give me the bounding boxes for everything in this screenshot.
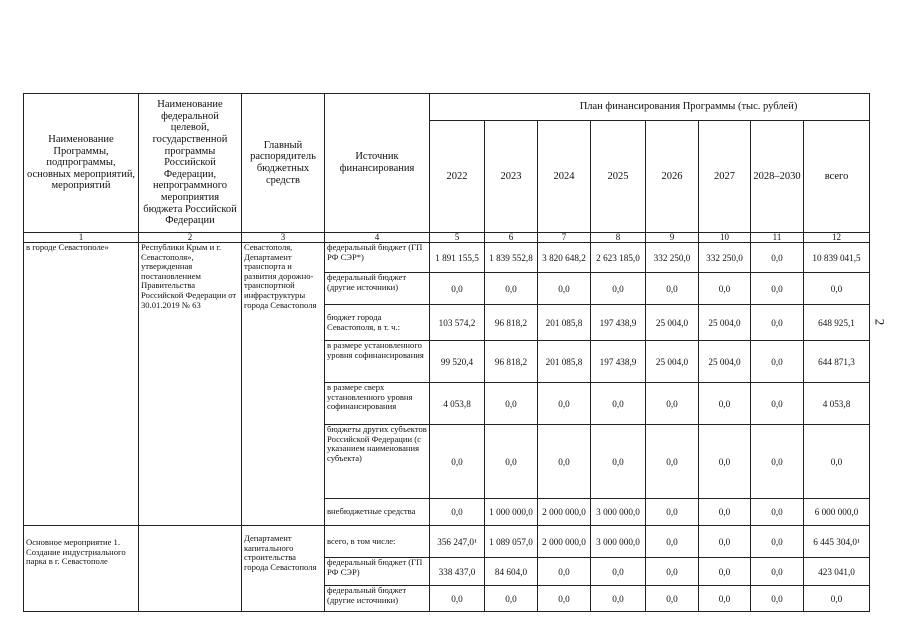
value-cell: 0,0 [751, 341, 804, 383]
header-year: 2026 [646, 121, 699, 233]
value-cell: 0,0 [804, 425, 870, 499]
value-cell: 1 839 552,8 [485, 243, 538, 273]
value-cell: 0,0 [699, 383, 751, 425]
value-cell: 2 623 185,0 [591, 243, 646, 273]
budget-manager-cell: Департамент капитального строительства города Севастополя [242, 526, 325, 612]
value-cell: 0,0 [430, 273, 485, 305]
value-cell: 0,0 [646, 273, 699, 305]
value-cell: 0,0 [430, 425, 485, 499]
header-plan: План финансирования Программы (тыс. рублей) [430, 94, 870, 121]
value-cell: 0,0 [699, 499, 751, 526]
value-cell: 338 437,0 [430, 558, 485, 586]
column-numbers-row [24, 233, 870, 243]
value-cell: 0,0 [699, 586, 751, 612]
budget-manager-cell: Севастополя, Департамент транспорта и развития дорожно-транспортной инфраструктуры города Севастополя [242, 243, 325, 526]
value-cell: 0,0 [751, 273, 804, 305]
header-budget-manager: Главный распорядитель бюджетных средств [242, 94, 325, 233]
column-number: 7 [538, 233, 591, 243]
value-cell: 3 000 000,0 [591, 499, 646, 526]
value-cell: 201 085,8 [538, 341, 591, 383]
value-cell: 0,0 [751, 305, 804, 341]
column-number: 5 [430, 233, 485, 243]
source-cell: бюджеты других субъектов Российской Федерации (с указанием наименования субъекта) [325, 425, 430, 499]
value-cell: 0,0 [591, 558, 646, 586]
value-cell: 0,0 [485, 383, 538, 425]
value-cell: 0,0 [751, 526, 804, 558]
value-cell: 96 818,2 [485, 305, 538, 341]
value-cell: 201 085,8 [538, 305, 591, 341]
value-cell: 0,0 [699, 526, 751, 558]
value-cell: 0,0 [699, 558, 751, 586]
source-cell: всего, в том числе: [325, 526, 430, 558]
header-year: 2025 [591, 121, 646, 233]
value-cell: 0,0 [538, 558, 591, 586]
source-cell: федеральный бюджет (ГП РФ СЭР) [325, 558, 430, 586]
value-cell: 332 250,0 [646, 243, 699, 273]
column-number: 10 [699, 233, 751, 243]
page-number: 2 [872, 318, 888, 326]
value-cell: 0,0 [699, 273, 751, 305]
header-year: 2027 [699, 121, 751, 233]
source-cell: федеральный бюджет (другие источники) [325, 586, 430, 612]
header-program-name: Наименование Программы, подпрограммы, основных мероприятий, мероприятий [24, 94, 139, 233]
column-number: 12 [804, 233, 870, 243]
value-cell: 332 250,0 [699, 243, 751, 273]
value-cell: 0,0 [430, 499, 485, 526]
value-cell: 10 839 041,5 [804, 243, 870, 273]
value-cell: 4 053,8 [430, 383, 485, 425]
column-number: 1 [24, 233, 139, 243]
value-cell: 0,0 [430, 586, 485, 612]
value-cell: 25 004,0 [646, 341, 699, 383]
value-cell: 0,0 [591, 425, 646, 499]
value-cell: 0,0 [646, 526, 699, 558]
source-cell: внебюджетные средства [325, 499, 430, 526]
value-cell: 0,0 [538, 586, 591, 612]
value-cell: 0,0 [646, 383, 699, 425]
value-cell: 6 000 000,0 [804, 499, 870, 526]
value-cell: 0,0 [646, 586, 699, 612]
value-cell: 96 818,2 [485, 341, 538, 383]
column-number: 4 [325, 233, 430, 243]
value-cell: 0,0 [485, 273, 538, 305]
value-cell: 0,0 [538, 425, 591, 499]
header-year: 2022 [430, 121, 485, 233]
value-cell: 0,0 [751, 586, 804, 612]
value-cell: 0,0 [804, 586, 870, 612]
value-cell: 0,0 [591, 586, 646, 612]
column-number: 11 [751, 233, 804, 243]
source-cell: федеральный бюджет (ГП РФ СЭР*) [325, 243, 430, 273]
value-cell: 197 438,9 [591, 341, 646, 383]
header-total: всего [804, 121, 870, 233]
value-cell: 648 925,1 [804, 305, 870, 341]
value-cell: 0,0 [751, 243, 804, 273]
source-cell: федеральный бюджет (другие источники) [325, 273, 430, 305]
header-federal-program: Наименование федеральной целевой, государственной программы Российской Федерации, непрограммного мероприятия бюджета Российской Федерации [139, 94, 242, 233]
value-cell: 1 891 155,5 [430, 243, 485, 273]
value-cell: 356 247,0¹ [430, 526, 485, 558]
value-cell: 6 445 304,0¹ [804, 526, 870, 558]
value-cell: 0,0 [751, 425, 804, 499]
source-cell: в размере сверх установленного уровня софинансирования [325, 383, 430, 425]
value-cell: 99 520,4 [430, 341, 485, 383]
value-cell: 3 820 648,2 [538, 243, 591, 273]
value-cell: 0,0 [538, 273, 591, 305]
value-cell: 2 000 000,0 [538, 526, 591, 558]
table-row [24, 526, 870, 558]
value-cell: 103 574,2 [430, 305, 485, 341]
value-cell: 0,0 [538, 383, 591, 425]
value-cell: 1 089 057,0 [485, 526, 538, 558]
value-cell: 0,0 [591, 273, 646, 305]
program-name-cell: в городе Севастополе» [24, 243, 139, 526]
value-cell: 1 000 000,0 [485, 499, 538, 526]
activity-name-cell: Основное мероприятие 1. Создание индустриального парка в г. Севастополе [24, 526, 139, 612]
source-cell: в размере установленного уровня софинансирования [325, 341, 430, 383]
value-cell: 3 000 000,0 [591, 526, 646, 558]
table-row [24, 243, 870, 273]
value-cell: 423 041,0 [804, 558, 870, 586]
value-cell: 25 004,0 [699, 305, 751, 341]
value-cell: 0,0 [751, 558, 804, 586]
column-number: 8 [591, 233, 646, 243]
value-cell: 0,0 [485, 586, 538, 612]
column-number: 9 [646, 233, 699, 243]
value-cell: 2 000 000,0 [538, 499, 591, 526]
value-cell: 0,0 [646, 425, 699, 499]
financing-table [23, 93, 870, 612]
header-year: 2028–2030 [751, 121, 804, 233]
value-cell: 644 871,3 [804, 341, 870, 383]
value-cell: 197 438,9 [591, 305, 646, 341]
header-year: 2023 [485, 121, 538, 233]
column-number: 2 [139, 233, 242, 243]
federal-program-cell: Республики Крым и г. Севастополя», утвержденная постановлением Правительства Российской Федерации от 30.01.2019 № 63 [139, 243, 242, 526]
federal-program-cell [139, 526, 242, 612]
value-cell: 0,0 [646, 558, 699, 586]
value-cell: 0,0 [699, 425, 751, 499]
header-year: 2024 [538, 121, 591, 233]
value-cell: 0,0 [646, 499, 699, 526]
source-cell: бюджет города Севастополя, в т. ч.: [325, 305, 430, 341]
value-cell: 25 004,0 [699, 341, 751, 383]
value-cell: 0,0 [751, 499, 804, 526]
column-number: 3 [242, 233, 325, 243]
column-number: 6 [485, 233, 538, 243]
value-cell: 0,0 [591, 383, 646, 425]
value-cell: 0,0 [804, 273, 870, 305]
value-cell: 84 604,0 [485, 558, 538, 586]
value-cell: 4 053,8 [804, 383, 870, 425]
value-cell: 0,0 [751, 383, 804, 425]
header-funding-source: Источник финансирования [325, 94, 430, 233]
value-cell: 25 004,0 [646, 305, 699, 341]
value-cell: 0,0 [485, 425, 538, 499]
